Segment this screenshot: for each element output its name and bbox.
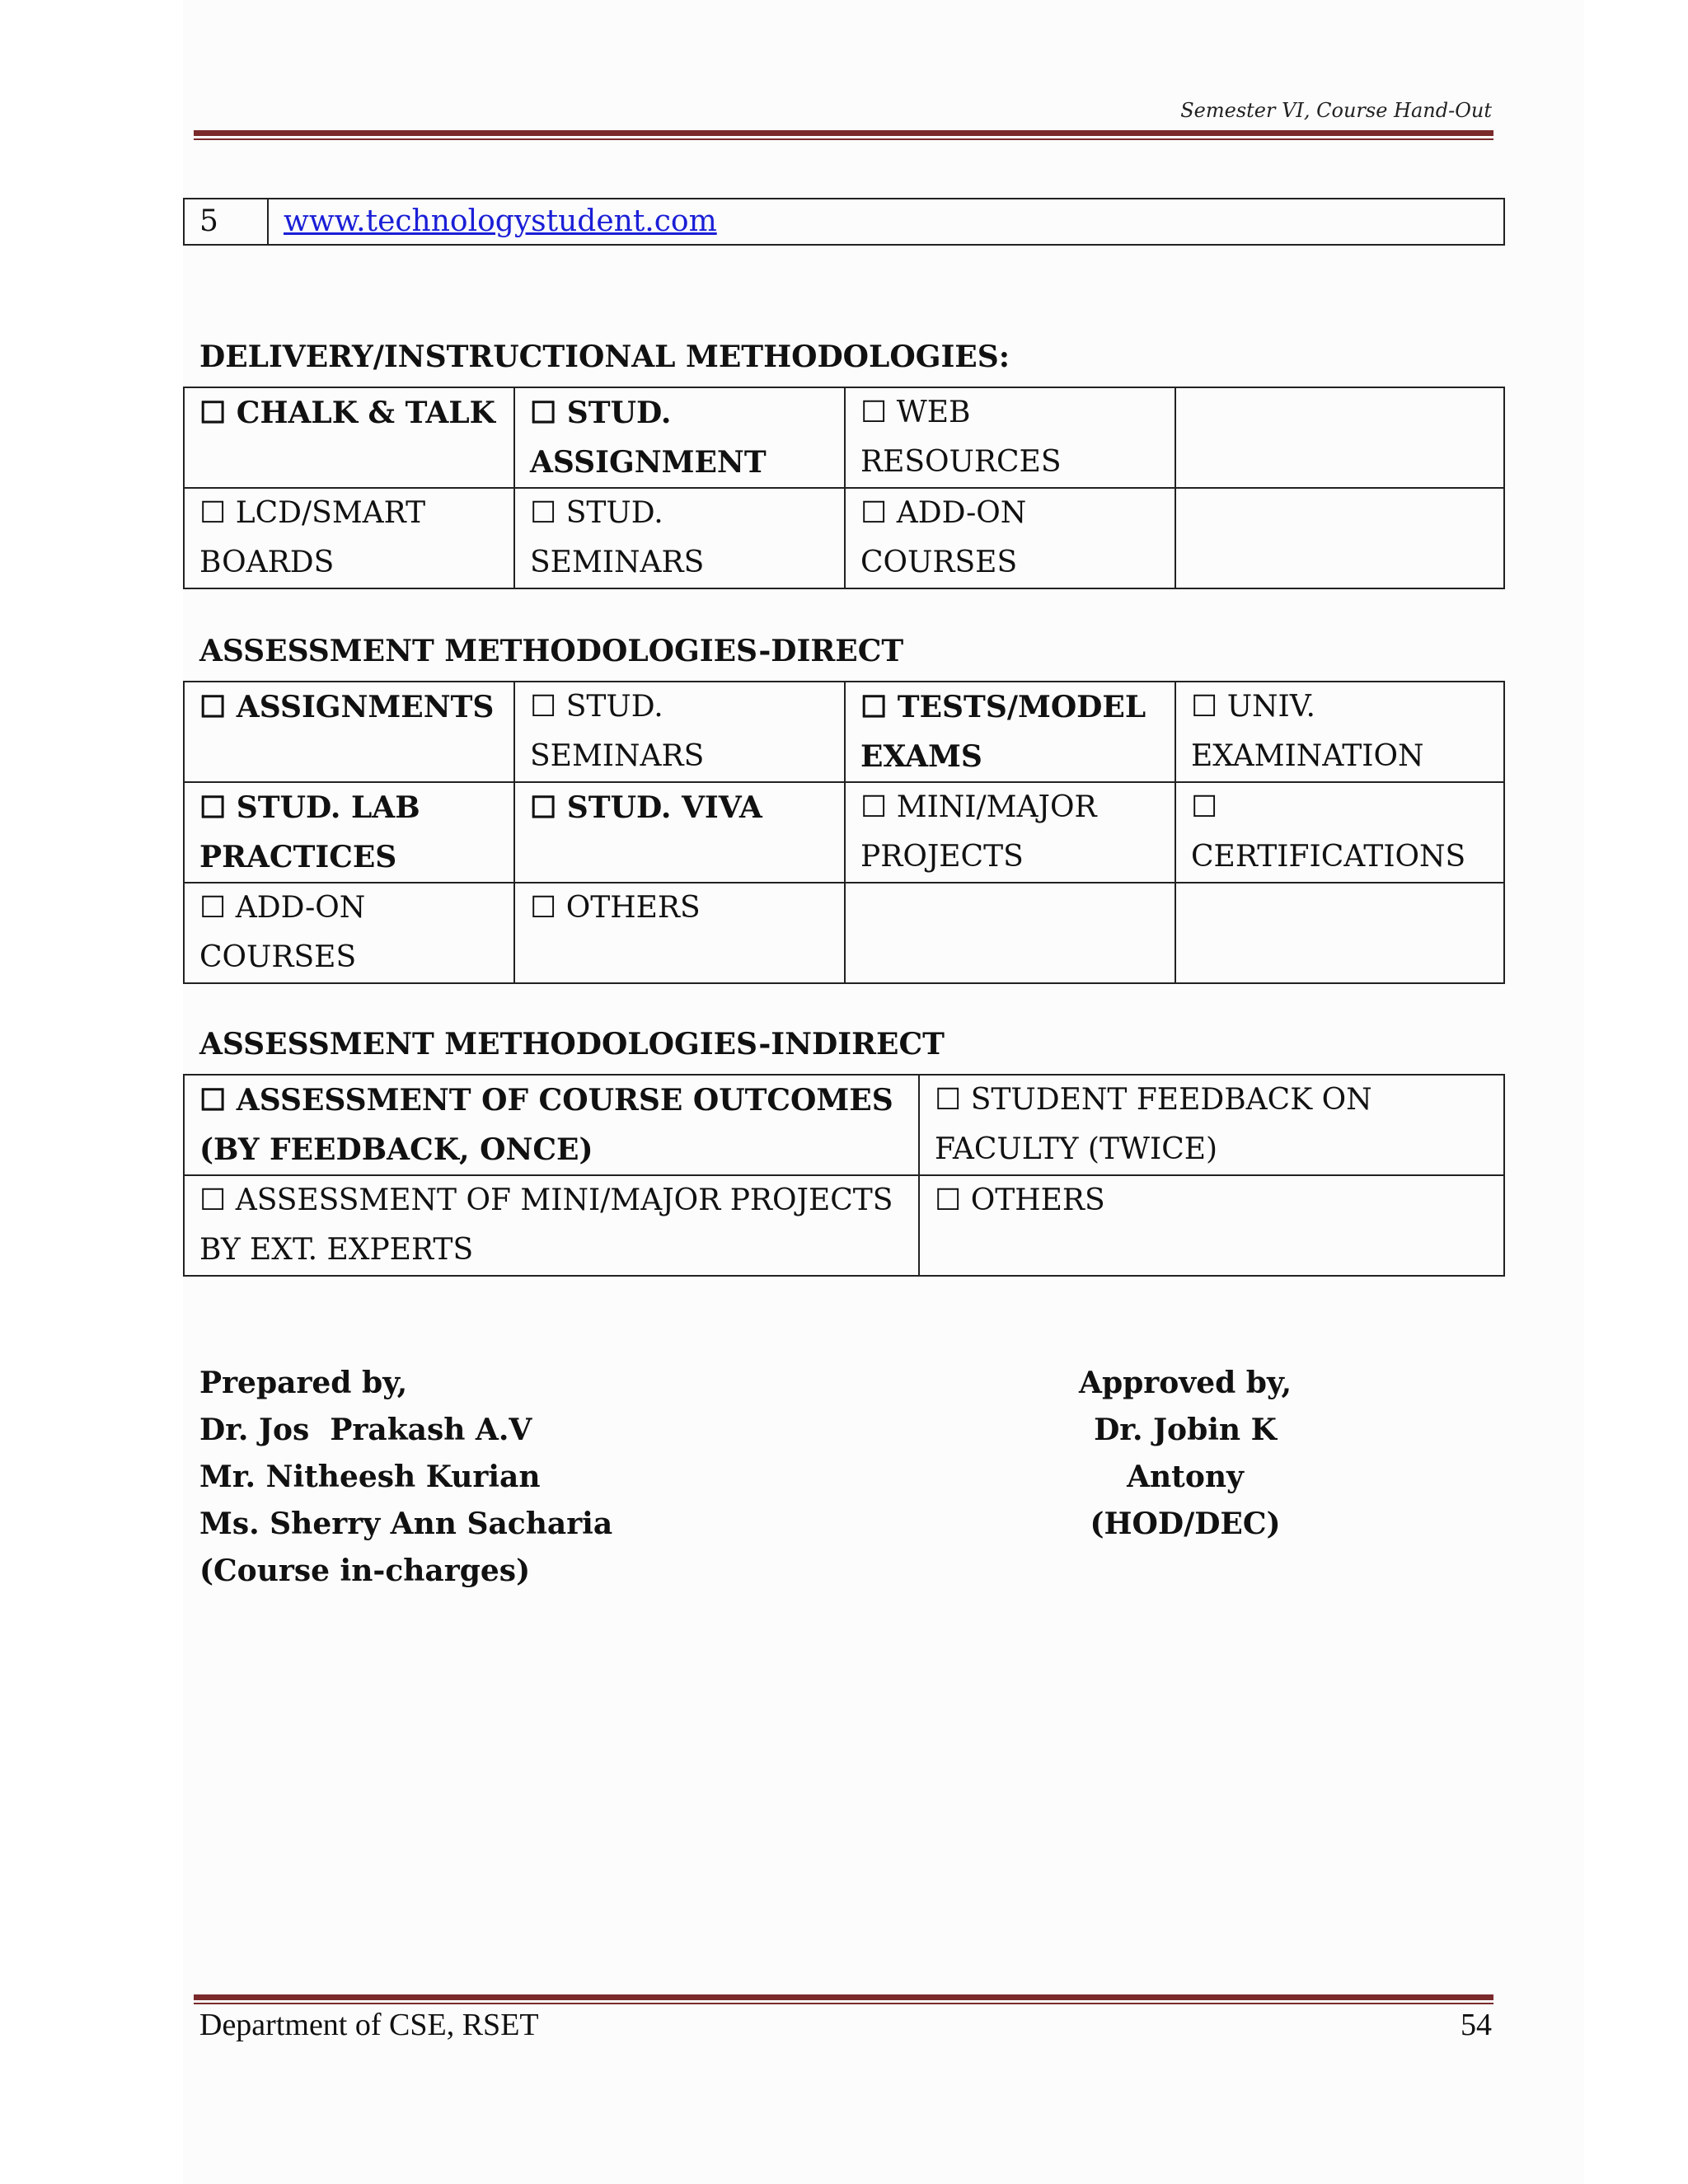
table-cell: ☐ STUD. SEMINARS	[514, 488, 845, 588]
indirect-assessment-heading: ASSESSMENT METHODOLOGIES-INDIRECT	[199, 1027, 945, 1062]
table-cell: ☐ STUD. VIVA	[514, 782, 845, 883]
header-rule-thin	[194, 138, 1493, 140]
approver-role: (HOD/DEC)	[1090, 1507, 1281, 1541]
table-cell: ☐ ASSESSMENT OF COURSE OUTCOMES (BY FEEDBACK, ONCE)	[184, 1075, 919, 1175]
table-cell: ☐ STUDENT FEEDBACK ON FACULTY (TWICE)	[919, 1075, 1504, 1175]
table-cell	[1175, 488, 1504, 588]
table-row	[184, 199, 1504, 245]
table-cell: ☐ ADD-ON COURSES	[845, 488, 1175, 588]
table-cell: ☐ OTHERS	[514, 883, 845, 983]
table-row	[184, 1175, 1504, 1276]
approved-by-block	[1045, 1360, 1325, 1548]
table-cell: ☐ CHALK & TALK	[184, 387, 514, 488]
table-cell: ☐ STUD. ASSIGNMENT	[514, 387, 845, 488]
table-cell	[1175, 883, 1504, 983]
reference-table	[183, 198, 1505, 246]
footer-rule-thin	[194, 2003, 1493, 2004]
table-cell: ☐ ASSESSMENT OF MINI/MAJOR PROJECTS BY EXT. EXPERTS	[184, 1175, 919, 1276]
table-cell: ☐ UNIV. EXAMINATION	[1175, 682, 1504, 782]
table-cell: ☐ ASSIGNMENTS	[184, 682, 514, 782]
delivery-table	[183, 387, 1505, 589]
preparer-name: Ms. Sherry Ann Sacharia	[199, 1507, 613, 1541]
prepared-by-label: Prepared by,	[199, 1366, 408, 1400]
footer-rule	[194, 1994, 1493, 2000]
preparer-role: (Course in-charges)	[199, 1554, 531, 1588]
direct-assessment-table	[183, 681, 1505, 984]
header-rule	[194, 130, 1493, 136]
table-cell: ☐ CERTIFICATIONS	[1175, 782, 1504, 883]
table-cell: ☐ STUD. SEMINARS	[514, 682, 845, 782]
reference-number: 5	[184, 199, 268, 245]
prepared-by-block	[199, 1360, 612, 1595]
table-cell	[1175, 387, 1504, 488]
table-cell: ☐ WEB RESOURCES	[845, 387, 1175, 488]
table-cell: ☐ STUD. LAB PRACTICES	[184, 782, 514, 883]
table-row	[184, 782, 1504, 883]
footer-department: Department of CSE, RSET	[199, 2008, 539, 2042]
indirect-assessment-table	[183, 1074, 1505, 1277]
table-cell: ☐ TESTS/MODEL EXAMS	[845, 682, 1175, 782]
table-row	[184, 1075, 1504, 1175]
preparer-name: Dr. Jos Prakash A.V	[199, 1413, 532, 1447]
table-row	[184, 488, 1504, 588]
table-cell: ☐ OTHERS	[919, 1175, 1504, 1276]
table-row	[184, 387, 1504, 488]
page-number: 54	[1461, 2008, 1492, 2042]
approved-by-label: Approved by,	[1079, 1366, 1292, 1400]
approver-name: Dr. Jobin K Antony	[1094, 1413, 1277, 1494]
table-cell: ☐ MINI/MAJOR PROJECTS	[845, 782, 1175, 883]
table-cell: ☐ ADD-ON COURSES	[184, 883, 514, 983]
table-row	[184, 682, 1504, 782]
direct-assessment-heading: ASSESSMENT METHODOLOGIES-DIRECT	[199, 634, 904, 668]
reference-link[interactable]: www.technologystudent.com	[284, 204, 717, 238]
table-row	[184, 883, 1504, 983]
preparer-name: Mr. Nitheesh Kurian	[199, 1460, 541, 1494]
delivery-heading: DELIVERY/INSTRUCTIONAL METHODOLOGIES:	[199, 340, 1010, 374]
running-header: Semester VI, Course Hand-Out	[1180, 99, 1492, 122]
table-cell: ☐ LCD/SMART BOARDS	[184, 488, 514, 588]
table-cell	[845, 883, 1175, 983]
